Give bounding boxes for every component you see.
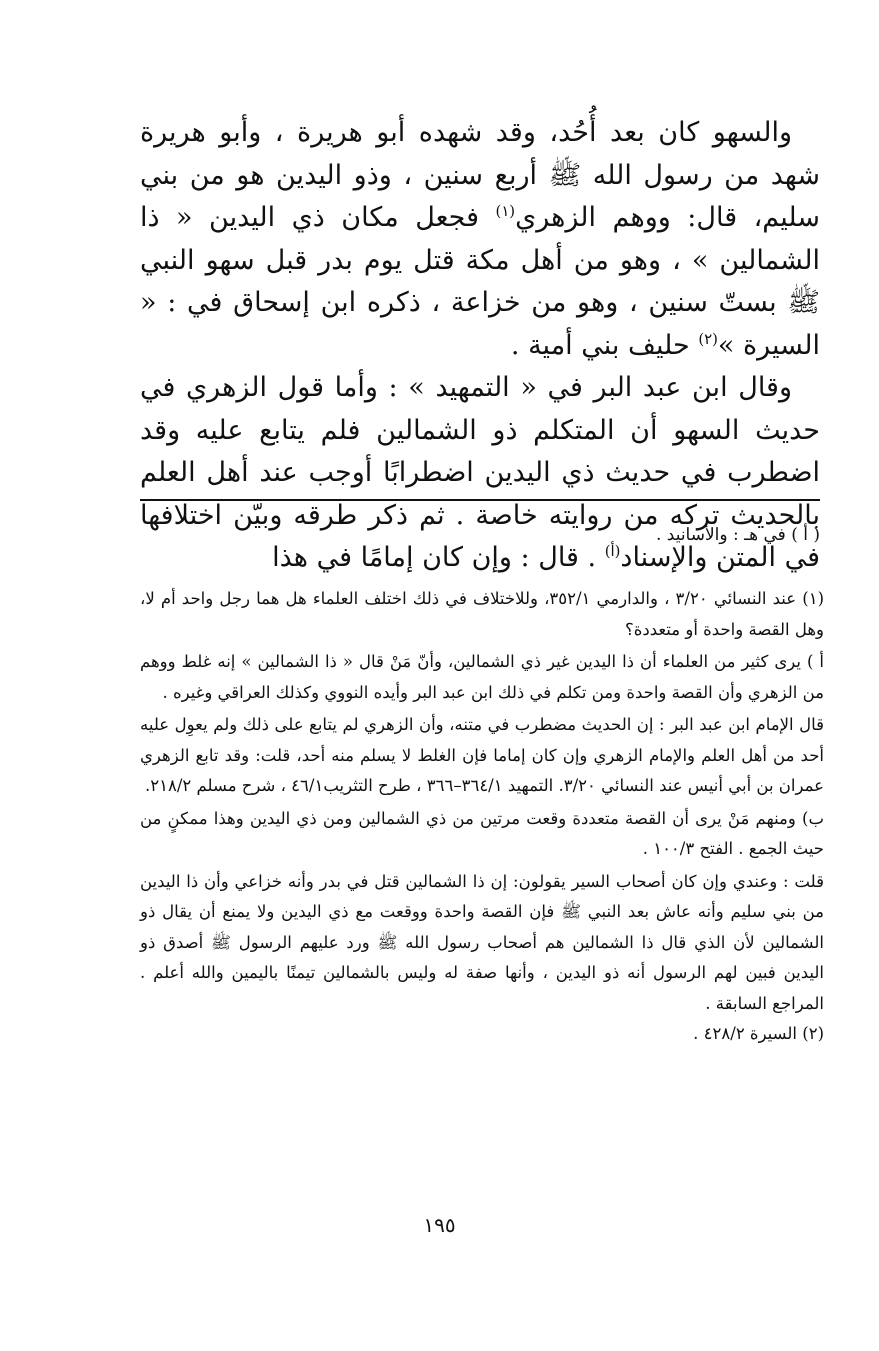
footnote-ref-2: (٢) (698, 329, 718, 348)
footnote-1-intro: (١) عند النسائي ٣/٢٠ ، والدارمي ٣٥٢/١، وللاختلاف في ذلك اختلف العلماء هل هما رجل واحد أم لا، وهل القصة واحدة أو متعددة؟ (140, 589, 824, 639)
main-text-block (140, 112, 820, 580)
footnote-1-point-b: ب) ومنهم مَنْ يرى أن القصة متعددة وقعت مرتين من ذي الشمالين ومن ذي اليدين وهذا ممكنٍ من حيث الجمع . الفتح ١٠٠/٣ . (140, 808, 824, 858)
main-paragraph-1-end: حليف بني أمية . (510, 329, 699, 361)
footnote-ref-1: (١) (495, 202, 516, 220)
main-paragraph-1-text: والسهو كان بعد أُحُد، وقد شهده أبو هريرة ، وأبو هريرة شهد من رسول الله ﷺ أربع سنين ، وذو اليدين هو من بني سليم، قال: ووهم الزهري (140, 117, 820, 233)
footnotes-block (140, 584, 824, 1050)
footnote-1-author-note: قلت : وعندي وإن كان أصحاب السير يقولون: إن ذا الشمالين قتل في بدر وأنه خزاعي وأن ذا اليدين من بني سليم وأنه عاش بعد النبي ﷺ فإن القصة واحدة ووقعت مع ذي اليدين ولا يمنع أن يقال ذو الشمالين لأن الذي قال ذا الشمالين هم أصحاب رسول الله ﷺ ورد عليهم الرسول ﷺ أصدق ذو اليدين فبين لهم الرسول أنه ذو اليدين ، وأنها صفة له وليس بالشمالين تيمنًا باليمين والله أعلم . المراجع السابقة . (140, 871, 824, 1013)
main-paragraph-2-text: وقال ابن عبد البر في « التمهيد » : وأما قول الزهري في حديث السهو أن المتكلم ذو الشمالين فلم يتابع عليه وقد اضطرب في حديث ذي اليدين اضطرابًا أوجب عند أهل العلم بالحديث تركه من روايته خاصة . ثم ذكر طرقه وبيّن اختلافها في المتن والإسناد (140, 372, 820, 573)
main-paragraph-2-end: . قال : وإن كان إمامًا في هذا (272, 542, 605, 573)
page-number: ١٩٥ (423, 1213, 456, 1237)
footnote-separator (140, 499, 820, 501)
footnote-2: (٢) السيرة ٤٢٨/٢ . (693, 1024, 824, 1043)
main-paragraph-1-continued: فجعل مكان ذي اليدين « ذا الشمالين » ، وهو من أهل مكة قتل يوم بدر قبل سهو النبي ﷺ بستّ سنين ، وهو من خزاعة ، ذكره ابن إسحاق في : « السيرة » (140, 202, 820, 361)
footnote-1-point-a: أ ) يرى كثير من العلماء أن ذا اليدين غير ذي الشمالين، وأنّ مَنْ قال « ذا الشمالين » إنه غلط ووهم من الزهري وأن القصة واحدة ومن تكلم في ذلك ابن عبد البر وأيده النووي وكذلك العراقي وغيره . (140, 652, 824, 702)
variant-ref-a: (أ) (604, 542, 621, 560)
footnote-1-quote: قال الإمام ابن عبد البر : إن الحديث مضطرب في متنه، وأن الزهري لم يتابع على ذلك ولم يعوِل عليه أحد من أهل العلم والإمام الزهري وإن كان إماما فإن الغلط لا يسلم منه أحد، قلت: وقد تابع الزهري عمران بن أبي أنيس عند النسائي ٣/٢٠. التمهيد ٣٦٤/١–٣٦٦ ، طرح التثريب٤٦/١ ، شرح مسلم ٢١٨/٢. (140, 715, 824, 795)
main-paragraph-1 (140, 112, 820, 367)
variant-note: ( أ ) في هـ : والأسانيد . (655, 525, 820, 545)
